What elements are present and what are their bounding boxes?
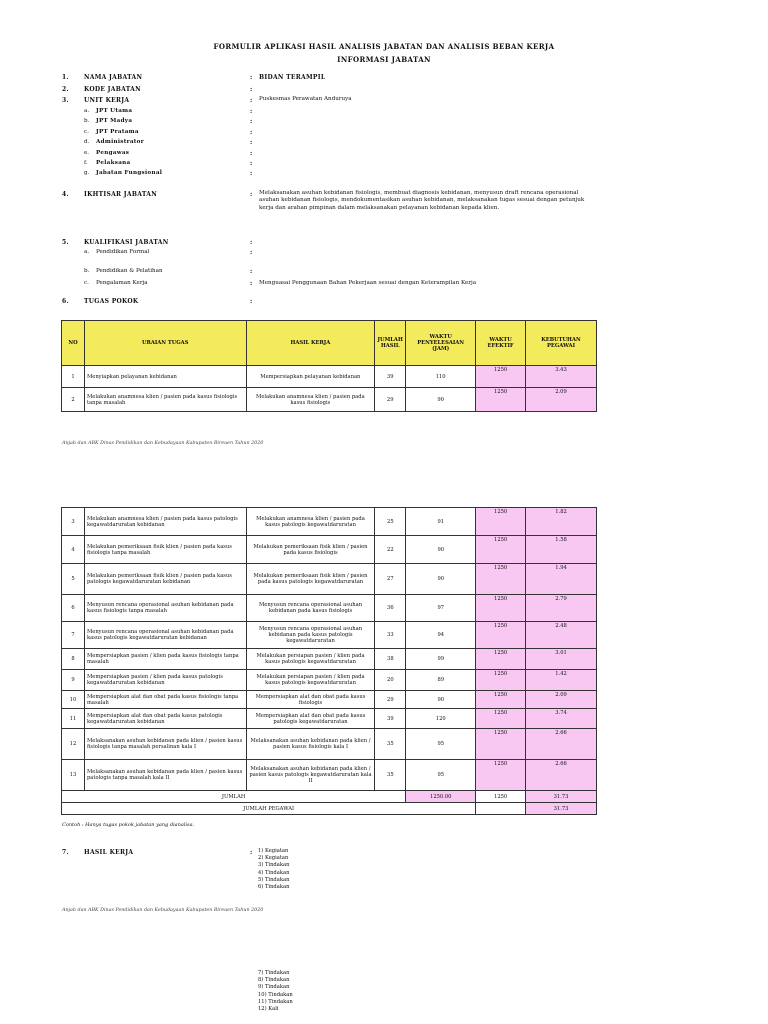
table-row <box>62 729 597 760</box>
row-result: Melaksanakan asuhan kebidanan pada klien / pasien kasus fisiologis kala I <box>246 729 375 760</box>
sub-letter: e. <box>84 149 90 156</box>
row-no: 10 <box>62 691 85 709</box>
row-need: 2.09 <box>526 388 597 412</box>
table-row <box>62 691 597 709</box>
jumlah-label: JUMLAH <box>62 791 406 803</box>
row-no: 2 <box>62 388 85 412</box>
row-qty: 29 <box>375 691 406 709</box>
sub-letter: b. <box>84 268 90 274</box>
sub-letter: d. <box>84 139 90 146</box>
row-no: 1 <box>62 366 85 388</box>
row-number: 3. <box>62 97 69 104</box>
row-need: 3.01 <box>526 649 597 670</box>
sub-letter: c. <box>84 128 89 135</box>
row-number: 7. <box>62 849 69 856</box>
row-need: 1.82 <box>526 508 597 536</box>
colon: : <box>250 239 253 246</box>
page-footer: Anjab dan ABK Dinas Pendidikan dan Kebudayaan Kabupaten Bireuen Tahun 2020 <box>62 441 264 446</box>
tugas-pokok-table-continued <box>61 507 597 815</box>
row-qty: 38 <box>375 649 406 670</box>
jumlah-pegawai-value: 31.73 <box>526 803 597 815</box>
colon: : <box>250 86 253 93</box>
row-no: 3 <box>62 508 85 536</box>
row-task: Menyusun rencana operasional asuhan kebidanan pada kasus patologis kegawatdaruratan kebidanan <box>84 622 246 649</box>
header-efektif: WAKTU EFEKTIF <box>476 321 526 366</box>
hasil-kerja-list <box>258 848 289 891</box>
field-label-tugas-pokok: TUGAS POKOK <box>84 298 139 305</box>
table-row <box>62 760 597 791</box>
hasil-kerja-item: 9) Tindakan <box>258 984 290 991</box>
row-result: Melakukan anamnesa klien / pasien pada kasus patologis kegawatdaruratan <box>246 508 375 536</box>
table-row <box>62 388 597 412</box>
header-hasil: HASIL KERJA <box>246 321 375 366</box>
row-need: 1.58 <box>526 536 597 564</box>
table-row <box>62 564 597 595</box>
row-time: 110 <box>406 366 476 388</box>
colon: : <box>250 118 253 126</box>
table-row <box>62 709 597 729</box>
row-task: Melaksanakan asuhan kebidanan pada klien / pasien kasus fisiologis tanpa masalah persalinan kala I <box>84 729 246 760</box>
field-label-ikhtisar: IKHTISAR JABATAN <box>84 191 157 198</box>
row-qty: 33 <box>375 622 406 649</box>
jumlah-time: 1250.00 <box>406 791 476 803</box>
row-number: 1. <box>62 74 69 81</box>
header-waktu: WAKTU PENYELESAIAN (JAM) <box>406 321 476 366</box>
row-time: 90 <box>406 564 476 595</box>
row-qty: 35 <box>375 760 406 791</box>
sub-label: Jabatan Fungsional <box>96 170 163 177</box>
row-need: 2.66 <box>526 729 597 760</box>
row-result: Melakukan pemeriksaan fisik klien / pasien pada kasus fisiologis <box>246 536 375 564</box>
hasil-kerja-list-continued <box>258 970 293 1013</box>
jumlah-eff: 1250 <box>476 791 526 803</box>
field-label-hasil-kerja: HASIL KERJA <box>84 849 134 856</box>
row-need: 3.43 <box>526 366 597 388</box>
row-result: Melakukan persiapan pasien / klien pada kasus patologis kegawatdaruratan <box>246 670 375 691</box>
table-row <box>62 595 597 622</box>
row-time: 90 <box>406 691 476 709</box>
row-no: 4 <box>62 536 85 564</box>
row-need: 2.09 <box>526 691 597 709</box>
row-eff: 1250 <box>476 564 526 595</box>
sub-letter: f. <box>84 160 88 166</box>
colon: : <box>250 191 253 198</box>
row-no: 9 <box>62 670 85 691</box>
hasil-kerja-item: 5) Tindakan <box>258 876 290 883</box>
sub-label: JPT Utama <box>96 108 133 114</box>
row-need: 2.79 <box>526 595 597 622</box>
row-task: Melakukan anamnesa klien / pasien pada kasus fisiologis tanpa masalah <box>84 388 246 412</box>
colon: : <box>250 849 253 856</box>
section-title: INFORMASI JABATAN <box>337 55 431 64</box>
row-qty: 22 <box>375 536 406 564</box>
table-row <box>62 366 597 388</box>
row-result: Mempersiapkan alat dan obat pada kasus fisiologis <box>246 691 375 709</box>
row-result: Melaksanakan asuhan kebidanan pada klien / pasien kasus patologis kegawatdaruratan kala II <box>246 760 375 791</box>
jumlah-pegawai-row <box>62 803 597 815</box>
row-eff: 1250 <box>476 622 526 649</box>
field-label-nama-jabatan: NAMA JABATAN <box>84 74 143 81</box>
hasil-kerja-item: 2) Kegiatan <box>258 855 289 862</box>
row-time: 91 <box>406 508 476 536</box>
row-eff: 1250 <box>476 508 526 536</box>
colon: : <box>250 298 253 305</box>
row-time: 90 <box>406 388 476 412</box>
row-eff: 1250 <box>476 670 526 691</box>
row-number: 5. <box>62 239 69 246</box>
row-qty: 39 <box>375 709 406 729</box>
row-need: 3.74 <box>526 709 597 729</box>
row-time: 97 <box>406 595 476 622</box>
row-number: 4. <box>62 191 69 198</box>
row-task: Menyusun rencana operasional asuhan kebidanan pada kasus fisiologis tanpa masalah <box>84 595 246 622</box>
row-time: 120 <box>406 709 476 729</box>
sub-letter: a. <box>84 108 90 114</box>
jumlah-row <box>62 791 597 803</box>
row-no: 12 <box>62 729 85 760</box>
sub-letter: g. <box>84 170 90 177</box>
row-no: 13 <box>62 760 85 791</box>
table-row <box>62 670 597 691</box>
row-no: 5 <box>62 564 85 595</box>
table-note: Contoh : Hanya tugas pokok jabatan yang dianalisa. <box>62 822 195 828</box>
row-eff: 1250 <box>476 388 526 412</box>
row-time: 95 <box>406 760 476 791</box>
row-task: Mempersiapkan pasien / klien pada kasus patologis kegawatdaruratan kebidanan <box>84 670 246 691</box>
row-result: Melakukan anamnesa klien / pasien pada kasus fisiologis <box>246 388 375 412</box>
row-task: Mempersiapkan alat dan obat pada kasus fisiologis tanpa masalah <box>84 691 246 709</box>
hasil-kerja-item: 3) Tindakan <box>258 862 290 869</box>
row-result: Mempersiapkan alat dan obat pada kasus patologis kegawatdaruratan <box>246 709 375 729</box>
row-time: 90 <box>406 536 476 564</box>
hasil-kerja-item: 10) Tindakan <box>258 991 293 998</box>
colon: : <box>250 149 253 157</box>
row-eff: 1250 <box>476 691 526 709</box>
header-jumlah: JUMLAH HASIL <box>375 321 406 366</box>
row-eff: 1250 <box>476 729 526 760</box>
row-need: 1.42 <box>526 670 597 691</box>
table-row <box>62 622 597 649</box>
page-footer: Anjab dan ABK Dinas Pendidikan dan Kebudayaan Kabupaten Bireuen Tahun 2020 <box>62 908 264 913</box>
hasil-kerja-item: 1) Kegiatan <box>258 848 289 854</box>
colon: : <box>250 170 253 178</box>
row-need: 2.48 <box>526 622 597 649</box>
colon: : <box>250 249 253 256</box>
sub-label: Administrator <box>96 139 144 146</box>
row-eff: 1250 <box>476 366 526 388</box>
colon: : <box>250 128 253 136</box>
row-time: 94 <box>406 622 476 649</box>
table-row <box>62 536 597 564</box>
hasil-kerja-item: 7) Tindakan <box>258 970 290 976</box>
row-qty: 25 <box>375 508 406 536</box>
field-label-diklat: Pendidikan & Pelatihan <box>96 268 163 274</box>
field-value-unit-kerja: Puskesmas Perawatan Anduruya <box>259 96 352 102</box>
row-no: 7 <box>62 622 85 649</box>
row-need: 1.94 <box>526 564 597 595</box>
row-result: Melakukan pemeriksaan fisik klien / pasien pada kasus patologis kegawatdaruratan <box>246 564 375 595</box>
row-number: 2. <box>62 86 69 93</box>
colon: : <box>250 280 253 287</box>
row-task: Mempersiapkan pasien / klien pada kasus fisiologis tanpa masalah <box>84 649 246 670</box>
field-value-pengalaman: Menguasai Penggunaan Bahan Pekerjaan sesuai dengan Keterampilan Kerja <box>259 280 477 286</box>
colon: : <box>250 139 253 147</box>
empty-cell <box>476 803 526 815</box>
row-qty: 35 <box>375 729 406 760</box>
field-label-pengalaman: Pengalaman Kerja <box>96 280 148 286</box>
field-label-unit-kerja: UNIT KERJA <box>84 97 130 104</box>
row-time: 89 <box>406 670 476 691</box>
sub-label: Pelaksana <box>96 160 131 166</box>
row-task: Menyiapkan pelayanan kebidanan <box>84 366 246 388</box>
field-value-ikhtisar: Melaksanakan asuhan kebidanan fisiologis, membuat diagnosis kebidanan, menyusun draft rencana operasional asuhan kebidanan fisiologis, mendokumentasikan asuhan kebidanan, melaksanakan tugas sesuai dengan petunjuk kerja dan arahan pimpinan dalam melaksanakan pelayanan kebidanan kepada klien. <box>259 190 585 211</box>
hasil-kerja-item: 12) Kali <box>258 1006 279 1013</box>
form-title: FORMULIR APLIKASI HASIL ANALISIS JABATAN DAN ANALISIS BEBAN KERJA <box>213 42 555 51</box>
colon: : <box>250 108 253 115</box>
row-eff: 1250 <box>476 649 526 670</box>
sub-label: JPT Madya <box>96 118 133 125</box>
row-qty: 29 <box>375 388 406 412</box>
row-result: Menyusun rencana operasional asuhan kebidanan pada kasus fisiologis <box>246 595 375 622</box>
row-task: Melakukan pemeriksaan fisik klien / pasien pada kasus patologis kegawatdaruratan kebidanan <box>84 564 246 595</box>
row-number: 6. <box>62 298 69 305</box>
table-row <box>62 649 597 670</box>
row-result: Melakukan persiapan pasien / klien pada kasus patologis kegawatdaruratan <box>246 649 375 670</box>
colon: : <box>250 97 253 104</box>
row-result: Mempersiapkan pelayanan kebidanan <box>246 366 375 388</box>
sub-label: JPT Pratama <box>96 128 139 135</box>
row-no: 11 <box>62 709 85 729</box>
colon: : <box>250 74 253 81</box>
row-need: 2.66 <box>526 760 597 791</box>
row-time: 95 <box>406 729 476 760</box>
colon: : <box>250 268 253 275</box>
field-label-kode-jabatan: KODE JABATAN <box>84 86 141 93</box>
row-qty: 36 <box>375 595 406 622</box>
sub-letter: a. <box>84 249 90 255</box>
header-no: NO <box>62 321 85 366</box>
table-header-row <box>62 321 597 366</box>
row-task: Melakukan anamnesa klien / pasien pada kasus patologis kegawatdaruratan kebidanan <box>84 508 246 536</box>
row-qty: 27 <box>375 564 406 595</box>
sub-letter: c. <box>84 280 89 286</box>
jumlah-pegawai-label: JUMLAH PEGAWAI <box>62 803 476 815</box>
row-eff: 1250 <box>476 709 526 729</box>
header-uraian: URAIAN TUGAS <box>84 321 246 366</box>
hasil-kerja-item: 8) Tindakan <box>258 977 290 984</box>
row-task: Melakukan pemeriksaan fisik klien / pasien pada kasus fisiologis tanpa masalah <box>84 536 246 564</box>
table-row <box>62 508 597 536</box>
header-kebutuhan: KEBUTUHAN PEGAWAI <box>526 321 597 366</box>
row-no: 8 <box>62 649 85 670</box>
field-label-kualifikasi: KUALIFIKASI JABATAN <box>84 239 169 246</box>
row-eff: 1250 <box>476 760 526 791</box>
field-label-pendidikan-formal: Pendidikan Formal <box>96 249 150 255</box>
row-task: Mempersiapkan alat dan obat pada kasus patologis kegawatdaruratan kebidanan <box>84 709 246 729</box>
tugas-pokok-table <box>61 320 597 412</box>
row-eff: 1250 <box>476 595 526 622</box>
row-no: 6 <box>62 595 85 622</box>
row-time: 99 <box>406 649 476 670</box>
hasil-kerja-item: 4) Tindakan <box>258 869 290 876</box>
field-value-nama-jabatan: BIDAN TERAMPIL <box>259 74 326 81</box>
row-eff: 1250 <box>476 536 526 564</box>
row-qty: 20 <box>375 670 406 691</box>
hasil-kerja-item: 6) Tindakan <box>258 884 290 891</box>
sub-letter: b. <box>84 118 90 125</box>
row-result: Menyusun rencana operasional asuhan kebidanan pada kasus patologis kegawatdaruratan <box>246 622 375 649</box>
colon: : <box>250 160 253 167</box>
hasil-kerja-item: 11) Tindakan <box>258 998 293 1005</box>
sub-label: Pengawas <box>96 149 130 156</box>
jumlah-need: 31.73 <box>526 791 597 803</box>
row-qty: 39 <box>375 366 406 388</box>
row-task: Melaksanakan asuhan kebidanan pada klien / pasien kasus patologis tanpa masalah kala II <box>84 760 246 791</box>
